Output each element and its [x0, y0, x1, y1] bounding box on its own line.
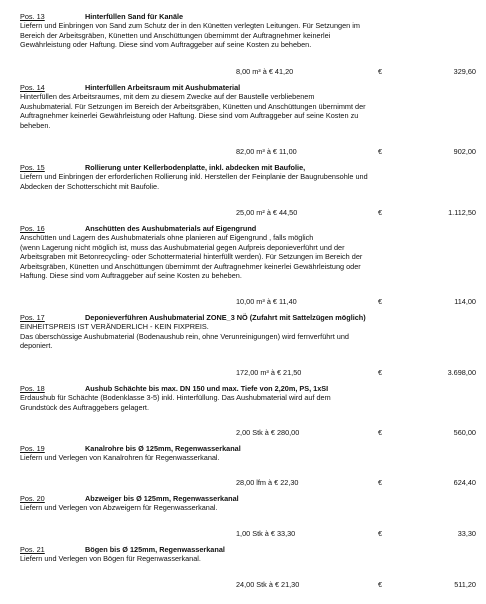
position-item [20, 384, 476, 412]
quantity-price: 24,00 Stk à € 21,30 [236, 580, 300, 589]
description-line: Liefern und Einbringen von Sand zum Schutz der in den Künetten verlegten Leitungen. Für Setzungen im [20, 21, 360, 31]
position-item [20, 83, 476, 130]
quantity-price: 1,00 Stk à € 33,30 [236, 529, 296, 538]
position-description [20, 393, 476, 412]
description-line: Grundstück des Auftraggebers gelagert. [20, 402, 149, 412]
position-header [20, 83, 476, 92]
position-number: Pos. 13 [20, 12, 45, 21]
position-number: Pos. 19 [20, 444, 45, 453]
description-line: Aushubmaterial. Für Setzungen im Bereich der Arbeitsgräben, Künetten und Anschüttungen übernimmt der [20, 101, 366, 111]
description-line: Liefern und Einbringen der erforderlichen Rollierung inkl. Herstellen der Feinplanie der Baugrubensohle und [20, 172, 368, 182]
position-description [20, 554, 476, 563]
position-item [20, 12, 476, 50]
position-title: Rollierung unter Kellerbodenplatte, inkl. abdecken mit Baufolie, [85, 163, 306, 172]
description-line: Erdaushub für Schächte (Bodenklasse 3-5) inkl. Hinterfüllung. Das Aushubmaterial wird auf dem [20, 393, 331, 403]
position-number: Pos. 18 [20, 384, 45, 393]
position-item [20, 545, 476, 564]
position-title: Abzweiger bis Ø 125mm, Regenwasserkanal [85, 494, 239, 503]
position-title: Anschütten des Aushubmaterials auf Eigengrund [85, 224, 257, 233]
position-header [20, 545, 476, 554]
position-description [20, 21, 476, 49]
position-title: Deponieverführen Aushubmaterial ZONE_3 NÖ (Zufahrt mit Sattelzügen möglich) [85, 313, 366, 322]
description-line: EINHEITSPREIS IST VERÄNDERLICH - KEIN FIXPREIS. [20, 322, 209, 332]
description-line: beheben. [20, 120, 51, 130]
currency-symbol: € [378, 428, 383, 437]
quantity-price: 82,00 m³ à € 11,00 [236, 147, 297, 156]
quantity-price: 25,00 m² à € 44,50 [236, 208, 298, 217]
position-amount: 329,60 [453, 67, 476, 76]
description-line: (wenn Lagerung nicht möglich ist, muss das Aushubmaterial gegen Aufpreis deponieverführt und der [20, 242, 345, 252]
position-title: Bögen bis Ø 125mm, Regenwasserkanal [85, 545, 225, 554]
position-title: Hinterfüllen Sand für Kanäle [85, 12, 184, 21]
position-title: Aushub Schächte bis max. DN 150 und max. Tiefe von 2,20m, PS, 1xSI [85, 384, 329, 393]
position-calculation [20, 428, 476, 438]
position-number: Pos. 15 [20, 163, 45, 172]
position-header [20, 224, 476, 233]
description-line: Das überschüssige Aushubmaterial (Bodenaushub rein, ohne Verunreinigungen) wird fernverführt und [20, 331, 349, 341]
position-number: Pos. 16 [20, 224, 45, 233]
quantity-price: 10,00 m³ à € 11,40 [236, 297, 297, 306]
position-amount: 114,00 [454, 297, 476, 306]
position-calculation [20, 368, 476, 378]
position-item [20, 163, 476, 191]
currency-symbol: € [378, 147, 383, 156]
position-calculation [20, 478, 476, 488]
position-number: Pos. 14 [20, 83, 45, 92]
position-description [20, 172, 476, 191]
position-amount: 33,30 [457, 529, 476, 538]
description-line: Liefern und Verlegen von Kanalrohren für Regenwasserkanal. [20, 453, 220, 463]
position-header [20, 12, 476, 21]
position-amount: 511,20 [454, 580, 476, 589]
position-description [20, 503, 476, 512]
position-calculation [20, 580, 476, 590]
position-description [20, 453, 476, 462]
currency-symbol: € [378, 67, 383, 76]
description-line: Hinterfüllen des Arbeitsraumes, mit dem zu diesem Zwecke auf der Baustelle verbliebenem [20, 92, 315, 102]
position-item [20, 224, 476, 280]
currency-symbol: € [378, 478, 383, 487]
position-title: Hinterfüllen Arbeitsraum mit Aushubmaterial [85, 83, 241, 92]
position-calculation [20, 208, 476, 218]
description-line: Haftung. Diese sind vom Auftraggeber auf seine Kosten zu beheben. [20, 271, 242, 281]
position-amount: 624,40 [453, 478, 476, 487]
description-line: deponiert. [20, 341, 53, 351]
position-amount: 3.698,00 [447, 368, 476, 377]
position-calculation [20, 147, 476, 157]
position-calculation [20, 297, 476, 307]
position-header [20, 313, 476, 322]
position-number: Pos. 17 [20, 313, 45, 322]
position-item [20, 313, 476, 351]
description-line: Liefern und Verlegen von Bögen für Regenwasserkanal. [20, 554, 201, 564]
position-number: Pos. 20 [20, 494, 45, 503]
description-line: Liefern und Verlegen von Abzweigern für Regenwasserkanal. [20, 503, 218, 513]
description-line: Anschütten und Lagern des Aushubmaterials ohne planieren auf Eigengrund , falls möglich [20, 233, 314, 243]
position-title: Kanalrohre bis Ø 125mm, Regenwasserkanal [85, 444, 241, 453]
position-item [20, 494, 476, 513]
position-amount: 902,00 [453, 147, 476, 156]
position-header [20, 163, 476, 172]
position-header [20, 384, 476, 393]
quantity-price: 8,00 m³ à € 41,20 [236, 67, 294, 76]
currency-symbol: € [378, 368, 383, 377]
description-line: Bereich der Arbeitsgräben, Künetten und Anschüttungen übernimmt der Auftragnehmer keinerlei [20, 30, 331, 40]
quantity-price: 2,00 Stk à € 280,00 [236, 428, 300, 437]
position-amount: 1.112,50 [448, 208, 476, 217]
position-header [20, 494, 476, 503]
currency-symbol: € [378, 297, 383, 306]
currency-symbol: € [378, 580, 383, 589]
currency-symbol: € [378, 529, 383, 538]
position-number: Pos. 21 [20, 545, 45, 554]
position-description [20, 233, 476, 280]
position-item [20, 444, 476, 463]
description-line: Gewährleistung oder Haftung. Diese sind vom Auftraggeber auf seine Kosten zu beheben. [20, 40, 312, 50]
position-calculation [20, 67, 476, 77]
position-description [20, 322, 476, 350]
quantity-price: 28,00 lfm à € 22,30 [236, 478, 299, 487]
description-line: Arbeitsgraben mit Betonrecycling- oder Schottermaterial hinterfüllt werden). Für Setzungen im Bereich der [20, 252, 363, 262]
description-line: Auftragnehmer keinerlei Gewährleistung oder Haftung. Diese sind vom Auftraggeber auf seine Kosten zu [20, 111, 359, 121]
description-line: Abdecken der Schotterschicht mit Baufolie. [20, 181, 160, 191]
description-line: Arbeitsgräben, Künetten und Anschüttungen übernimmt der Auftragnehmer keinerlei Gewährleistung oder [20, 261, 361, 271]
position-amount: 560,00 [453, 428, 476, 437]
position-header [20, 444, 476, 453]
position-calculation [20, 529, 476, 539]
currency-symbol: € [378, 208, 383, 217]
quantity-price: 172,00 m³ à € 21,50 [236, 368, 302, 377]
position-description [20, 92, 476, 130]
